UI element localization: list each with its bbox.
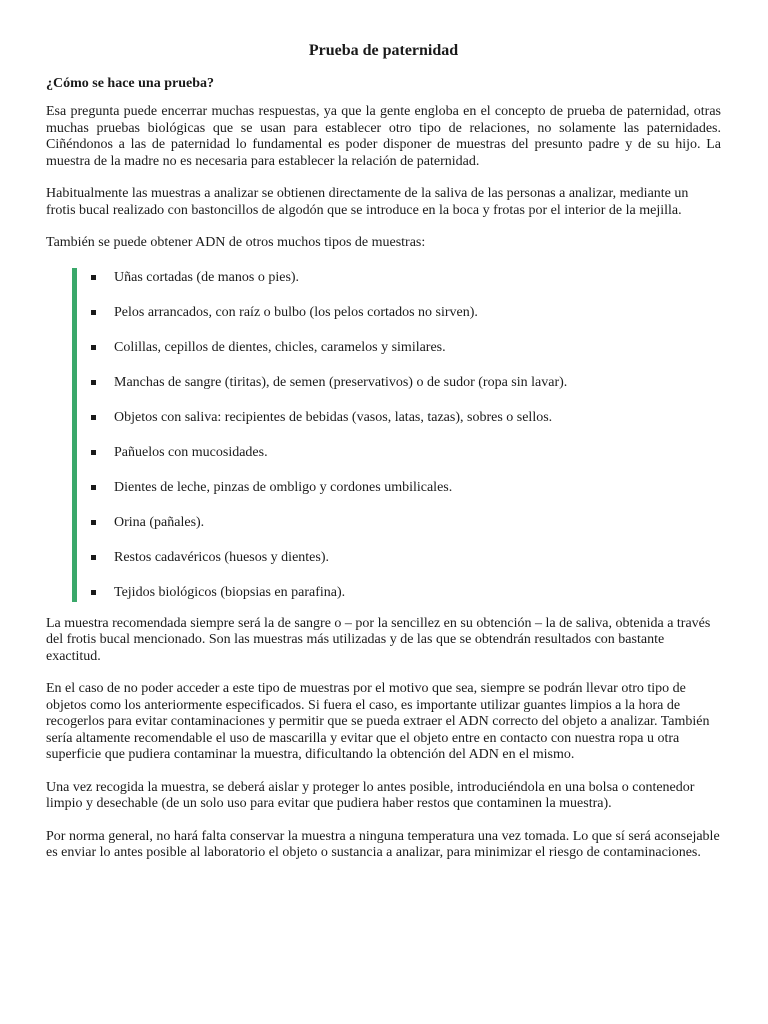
square-bullet-icon [91, 450, 96, 455]
list-item [91, 583, 721, 602]
list-item [91, 303, 721, 322]
list-item-text: Objetos con saliva: recipientes de bebidas (vasos, latas, tazas), sobres o sellos. [114, 409, 553, 425]
document-page [46, 40, 721, 878]
section-heading: ¿Cómo se hace una prueba? [46, 76, 215, 91]
square-bullet-icon [91, 520, 96, 525]
list-item-text: Restos cadavéricos (huesos y dientes). [114, 549, 329, 565]
square-bullet-icon [91, 485, 96, 490]
square-bullet-icon [91, 345, 96, 350]
list-item [91, 478, 721, 497]
list-item [91, 268, 721, 287]
list-item-text: Pañuelos con mucosidades. [114, 444, 268, 460]
square-bullet-icon [91, 415, 96, 420]
sample-types-list [72, 268, 721, 602]
document-title: Prueba de paternidad [308, 42, 459, 59]
list-item [91, 548, 721, 567]
list-item [91, 513, 721, 532]
body-paragraph-4: Por norma general, no hará falta conservar la muestra a ninguna temperatura una vez tomada. Lo que sí será aconsejable es enviar lo antes posible al laboratorio el objeto o sustancia a analizar, para minimizar el riesgo de contaminaciones. [46, 828, 720, 860]
body-paragraph-1: La muestra recomendada siempre será la de sangre o – por la sencillez en su obtención – la de saliva, obtenida a través del frotis bucal mencionado. Son las muestras más utilizadas y de las que se obtendrán resultados con bastante exactitud. [46, 615, 711, 664]
body-paragraph-3: Una vez recogida la muestra, se deberá aislar y proteger lo antes posible, introduciéndola en una bolsa o contenedor limpio y desechable (de un solo uso para evitar que pudiera haber restos que contaminen la muestra). [46, 779, 695, 811]
intro-paragraph-2: Habitualmente las muestras a analizar se obtienen directamente de la saliva de las personas a analizar, mediante un frotis bucal realizado con bastoncillos de algodón que se introduce en la boca y frotas por el interior de la mejilla. [46, 186, 689, 218]
list-item-text: Colillas, cepillos de dientes, chicles, caramelos y similares. [114, 339, 446, 355]
list-item-text: Pelos arrancados, con raíz o bulbo (los pelos cortados no sirven). [114, 304, 478, 320]
intro-paragraph-3: También se puede obtener ADN de otros muchos tipos de muestras: [46, 235, 426, 250]
list-item-text: Tejidos biológicos (biopsias en parafina). [114, 584, 346, 600]
square-bullet-icon [91, 380, 96, 385]
list-item [91, 338, 721, 357]
list-item-text: Uñas cortadas (de manos o pies). [114, 269, 300, 285]
square-bullet-icon [91, 555, 96, 560]
list-item-text: Manchas de sangre (tiritas), de semen (preservativos) o de sudor (ropa sin lavar). [114, 374, 568, 390]
intro-paragraph-1: Esa pregunta puede encerrar muchas respuestas, ya que la gente engloba en el concepto de prueba de paternidad, otras muchas pruebas biológicas que se usan para establecer otro tipo de relaciones, no solamente las paternidades. Ciñéndonos a las de paternidad lo fundamental es poder disponer de muestras del presunto padre y de su hijo. La muestra de la madre no es necesaria para establecer la relación de paternidad. [46, 104, 721, 169]
square-bullet-icon [91, 590, 96, 595]
list-item [91, 408, 721, 427]
square-bullet-icon [91, 275, 96, 280]
list-item-text: Dientes de leche, pinzas de ombligo y cordones umbilicales. [114, 479, 453, 495]
list-item [91, 443, 721, 462]
body-paragraph-2: En el caso de no poder acceder a este tipo de muestras por el motivo que sea, siempre se podrán llevar otro tipo de objetos como los anteriormente especificados. Si fuera el caso, es importante utilizar guantes limpios a la hora de recogerlos para evitar contaminaciones y permitir que se pueda extraer el ADN correcto del objeto a analizar. También sería altamente recomendable el uso de mascarilla y evitar que el objeto entre en contacto con nuestra ropa u otra superficie que pudiera contaminar la muestra, dificultando la obtención del ADN en el mismo. [46, 681, 710, 762]
list-item [91, 373, 721, 392]
list-item-text: Orina (pañales). [114, 514, 205, 530]
square-bullet-icon [91, 310, 96, 315]
